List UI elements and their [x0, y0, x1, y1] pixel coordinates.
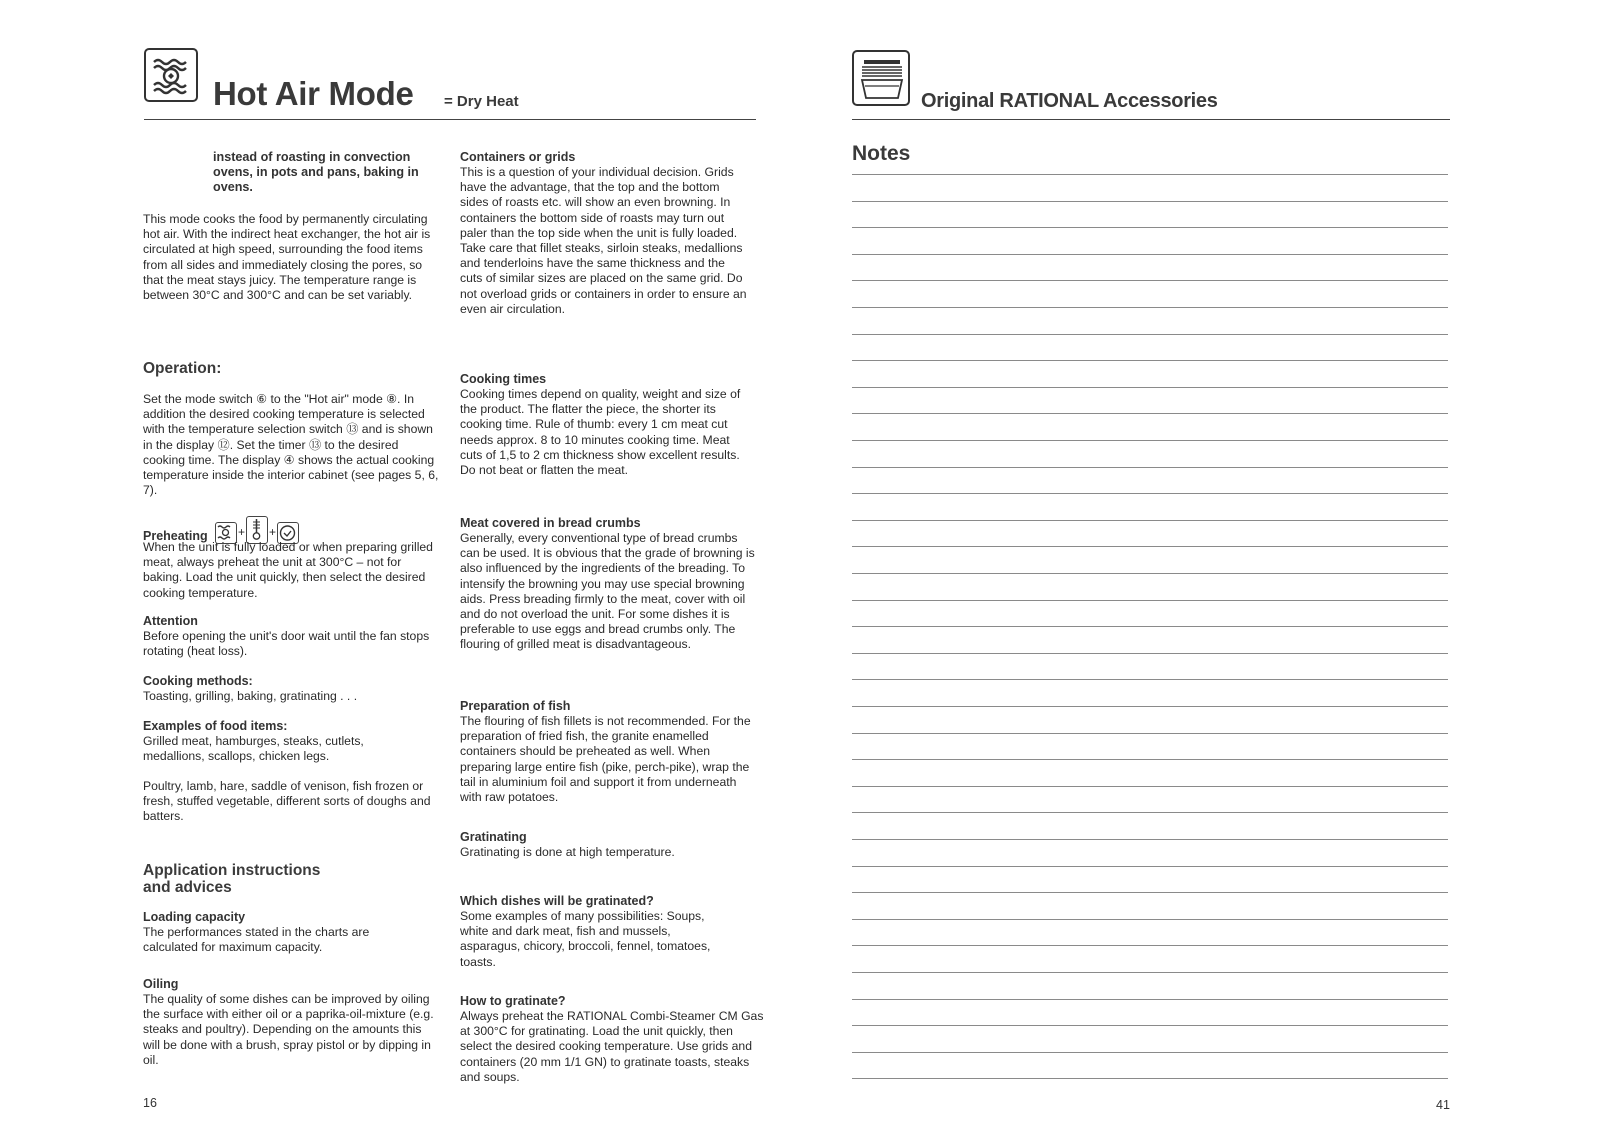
how-to-heading: How to gratinate?	[460, 994, 566, 1008]
note-line	[852, 520, 1448, 521]
attention-text: Before opening the unit's door wait until the fan stops rotating (heat loss).	[143, 629, 430, 659]
gratinating-heading: Gratinating	[460, 830, 527, 844]
page-number-right: 41	[1436, 1098, 1450, 1112]
accessories-grid-icon	[852, 50, 910, 106]
note-line	[852, 812, 1448, 813]
note-line	[852, 759, 1448, 760]
cooking-times-heading: Cooking times	[460, 372, 547, 386]
preheating-text: When the unit is fully loaded or when preparing grilled meat, always preheat the unit at 300°C – not for baking. Load the unit quickly, then select the desired cooking temperature.	[143, 540, 433, 600]
note-line	[852, 786, 1448, 787]
note-line	[852, 706, 1448, 707]
note-line	[852, 679, 1448, 680]
gratinating-text: Gratinating is done at high temperature.	[460, 845, 675, 859]
oiling-heading: Oiling	[143, 977, 179, 991]
operation-text: Set the mode switch ⑥ to the "Hot air" mode ⑧. In addition the desired cooking temperature is selected with the temperature selection switch ⑬ and is shown in the display ⑫. Set the timer ⑬ to the desired cooking time. The display ④ shows the actual cooking temperature inside the interior cabinet (see pages 5, 6, 7).	[143, 392, 439, 498]
breadcrumbs-text: Generally, every conventional type of bread crumbs can be used. It is obvious that the grade of browning is also influenced by the ingredients of the breading. To intensify the browning you may use special browning aids. Press breading firmly to the meat, cover with oil and do not overload the unit. For some dishes it is preferable to use eggs and bread crumbs only. The flouring of grilled meat is disadvantageous.	[460, 531, 755, 652]
note-line	[852, 413, 1448, 414]
cooking-methods-text: Toasting, grilling, baking, gratinating . . .	[143, 689, 358, 703]
note-line	[852, 440, 1448, 441]
note-line	[852, 546, 1448, 547]
accessories-title: Original RATIONAL Accessories	[921, 90, 1218, 112]
note-line	[852, 254, 1448, 255]
note-line	[852, 467, 1448, 468]
preheating-heading: Preheating	[143, 529, 208, 543]
note-line	[852, 493, 1448, 494]
note-line	[852, 573, 1448, 574]
containers-text: This is a question of your individual decision. Grids have the advantage, that the top and the bottom sides of roasts etc. will show an even browning. In containers the bottom side of roasts may turn out paler than the top side when the unit is fully loaded. Take care that fillet steaks, sirloin steaks, medallions and tenderloins have the same thickness and the cuts of similar sizes are placed on the same grid. Do not overload grids or containers in order to ensure an even air circulation.	[460, 165, 747, 316]
fish-text: The flouring of fish fillets is not recommended. For the preparation of fried fish, the granite enamelled containers should be preheated as well. When preparing large entire fish (pike, perch-pike), wrap the tail in aluminium foil and support it from underneath with raw potatoes.	[460, 714, 751, 805]
intro-text: instead of roasting in convection ovens, in pots and pans, baking in ovens.	[213, 150, 419, 194]
operation-heading: Operation:	[143, 360, 222, 377]
note-line	[852, 839, 1448, 840]
note-line	[852, 972, 1448, 973]
which-dishes-heading: Which dishes will be gratinated?	[460, 894, 654, 908]
fish-heading: Preparation of fish	[460, 699, 571, 713]
preheating-icons: + +	[215, 516, 299, 544]
note-line	[852, 919, 1448, 920]
loading-capacity-text: The performances stated in the charts are calculated for maximum capacity.	[143, 925, 370, 955]
loading-capacity-heading: Loading capacity	[143, 910, 246, 924]
note-line	[852, 945, 1448, 946]
note-line	[852, 387, 1448, 388]
which-dishes-text: Some examples of many possibilities: Soups, white and dark meat, fish and mussels, asparagus, chicory, broccoli, fennel, tomatoes, toasts.	[460, 909, 711, 969]
note-line	[852, 733, 1448, 734]
note-line	[852, 1052, 1448, 1053]
description-text: This mode cooks the food by permanently circulating hot air. With the indirect heat exchanger, the hot air is circulated at high speed, surrounding the food items from all sides and immediately closing the pores, so that the meat stays juicy. The temperature range is between 30°C and 300°C and can be set variably.	[143, 212, 431, 303]
containers-heading: Containers or grids	[460, 150, 576, 164]
note-line	[852, 1025, 1448, 1026]
note-line	[852, 626, 1448, 627]
examples-text-1: Grilled meat, hamburges, steaks, cutlets, medallions, scallops, chicken legs.	[143, 734, 364, 764]
note-line	[852, 892, 1448, 893]
how-to-text: Always preheat the RATIONAL Combi-Steamer CM Gas at 300°C for gratinating. Load the unit quickly, then select the desired cooking temperature. Use grids and containers (20 mm 1/1 GN) to gratinate toasts, steaks and soups.	[460, 1009, 764, 1084]
application-heading-line1: Application instructions	[143, 862, 321, 879]
examples-text-2: Poultry, lamb, hare, saddle of venison, fish frozen or fresh, stuffed vegetable, different sorts of doughs and batters.	[143, 779, 431, 824]
note-line	[852, 280, 1448, 281]
note-line	[852, 360, 1448, 361]
hot-air-mode-icon	[144, 48, 198, 102]
application-heading-line2: and advices	[143, 879, 232, 896]
header-rule-right	[852, 119, 1450, 120]
page-number-left: 16	[143, 1096, 157, 1110]
examples-heading: Examples of food items:	[143, 719, 288, 733]
breadcrumbs-heading: Meat covered in bread crumbs	[460, 516, 641, 530]
oiling-text: The quality of some dishes can be improved by oiling the surface with either oil or a paprika-oil-mixture (e.g. steaks and poultry). Depending on the amounts this will be done with a brush, spray pistol or by dipping in oil.	[143, 992, 434, 1067]
note-line	[852, 1078, 1448, 1079]
cooking-methods-heading: Cooking methods:	[143, 674, 253, 688]
note-line	[852, 334, 1448, 335]
notes-title: Notes	[852, 142, 911, 165]
note-line	[852, 201, 1448, 202]
attention-heading: Attention	[143, 614, 198, 628]
note-line	[852, 600, 1448, 601]
page-subtitle: = Dry Heat	[444, 93, 519, 110]
note-line	[852, 307, 1448, 308]
note-line	[852, 866, 1448, 867]
note-line	[852, 174, 1448, 175]
note-line	[852, 227, 1448, 228]
note-line	[852, 653, 1448, 654]
right-page	[800, 0, 1600, 1134]
note-line	[852, 999, 1448, 1000]
header-rule	[144, 119, 756, 120]
cooking-times-text: Cooking times depend on quality, weight and size of the product. The flatter the piece, the shorter its cooking time. Rule of thumb: every 1 cm meat cut needs approx. 8 to 10 minutes cooking time. Meat cuts of 1,5 to 2 cm thickness show excellent results. Do not beat or flatten the meat.	[460, 387, 741, 478]
page-title: Hot Air Mode	[213, 75, 414, 112]
